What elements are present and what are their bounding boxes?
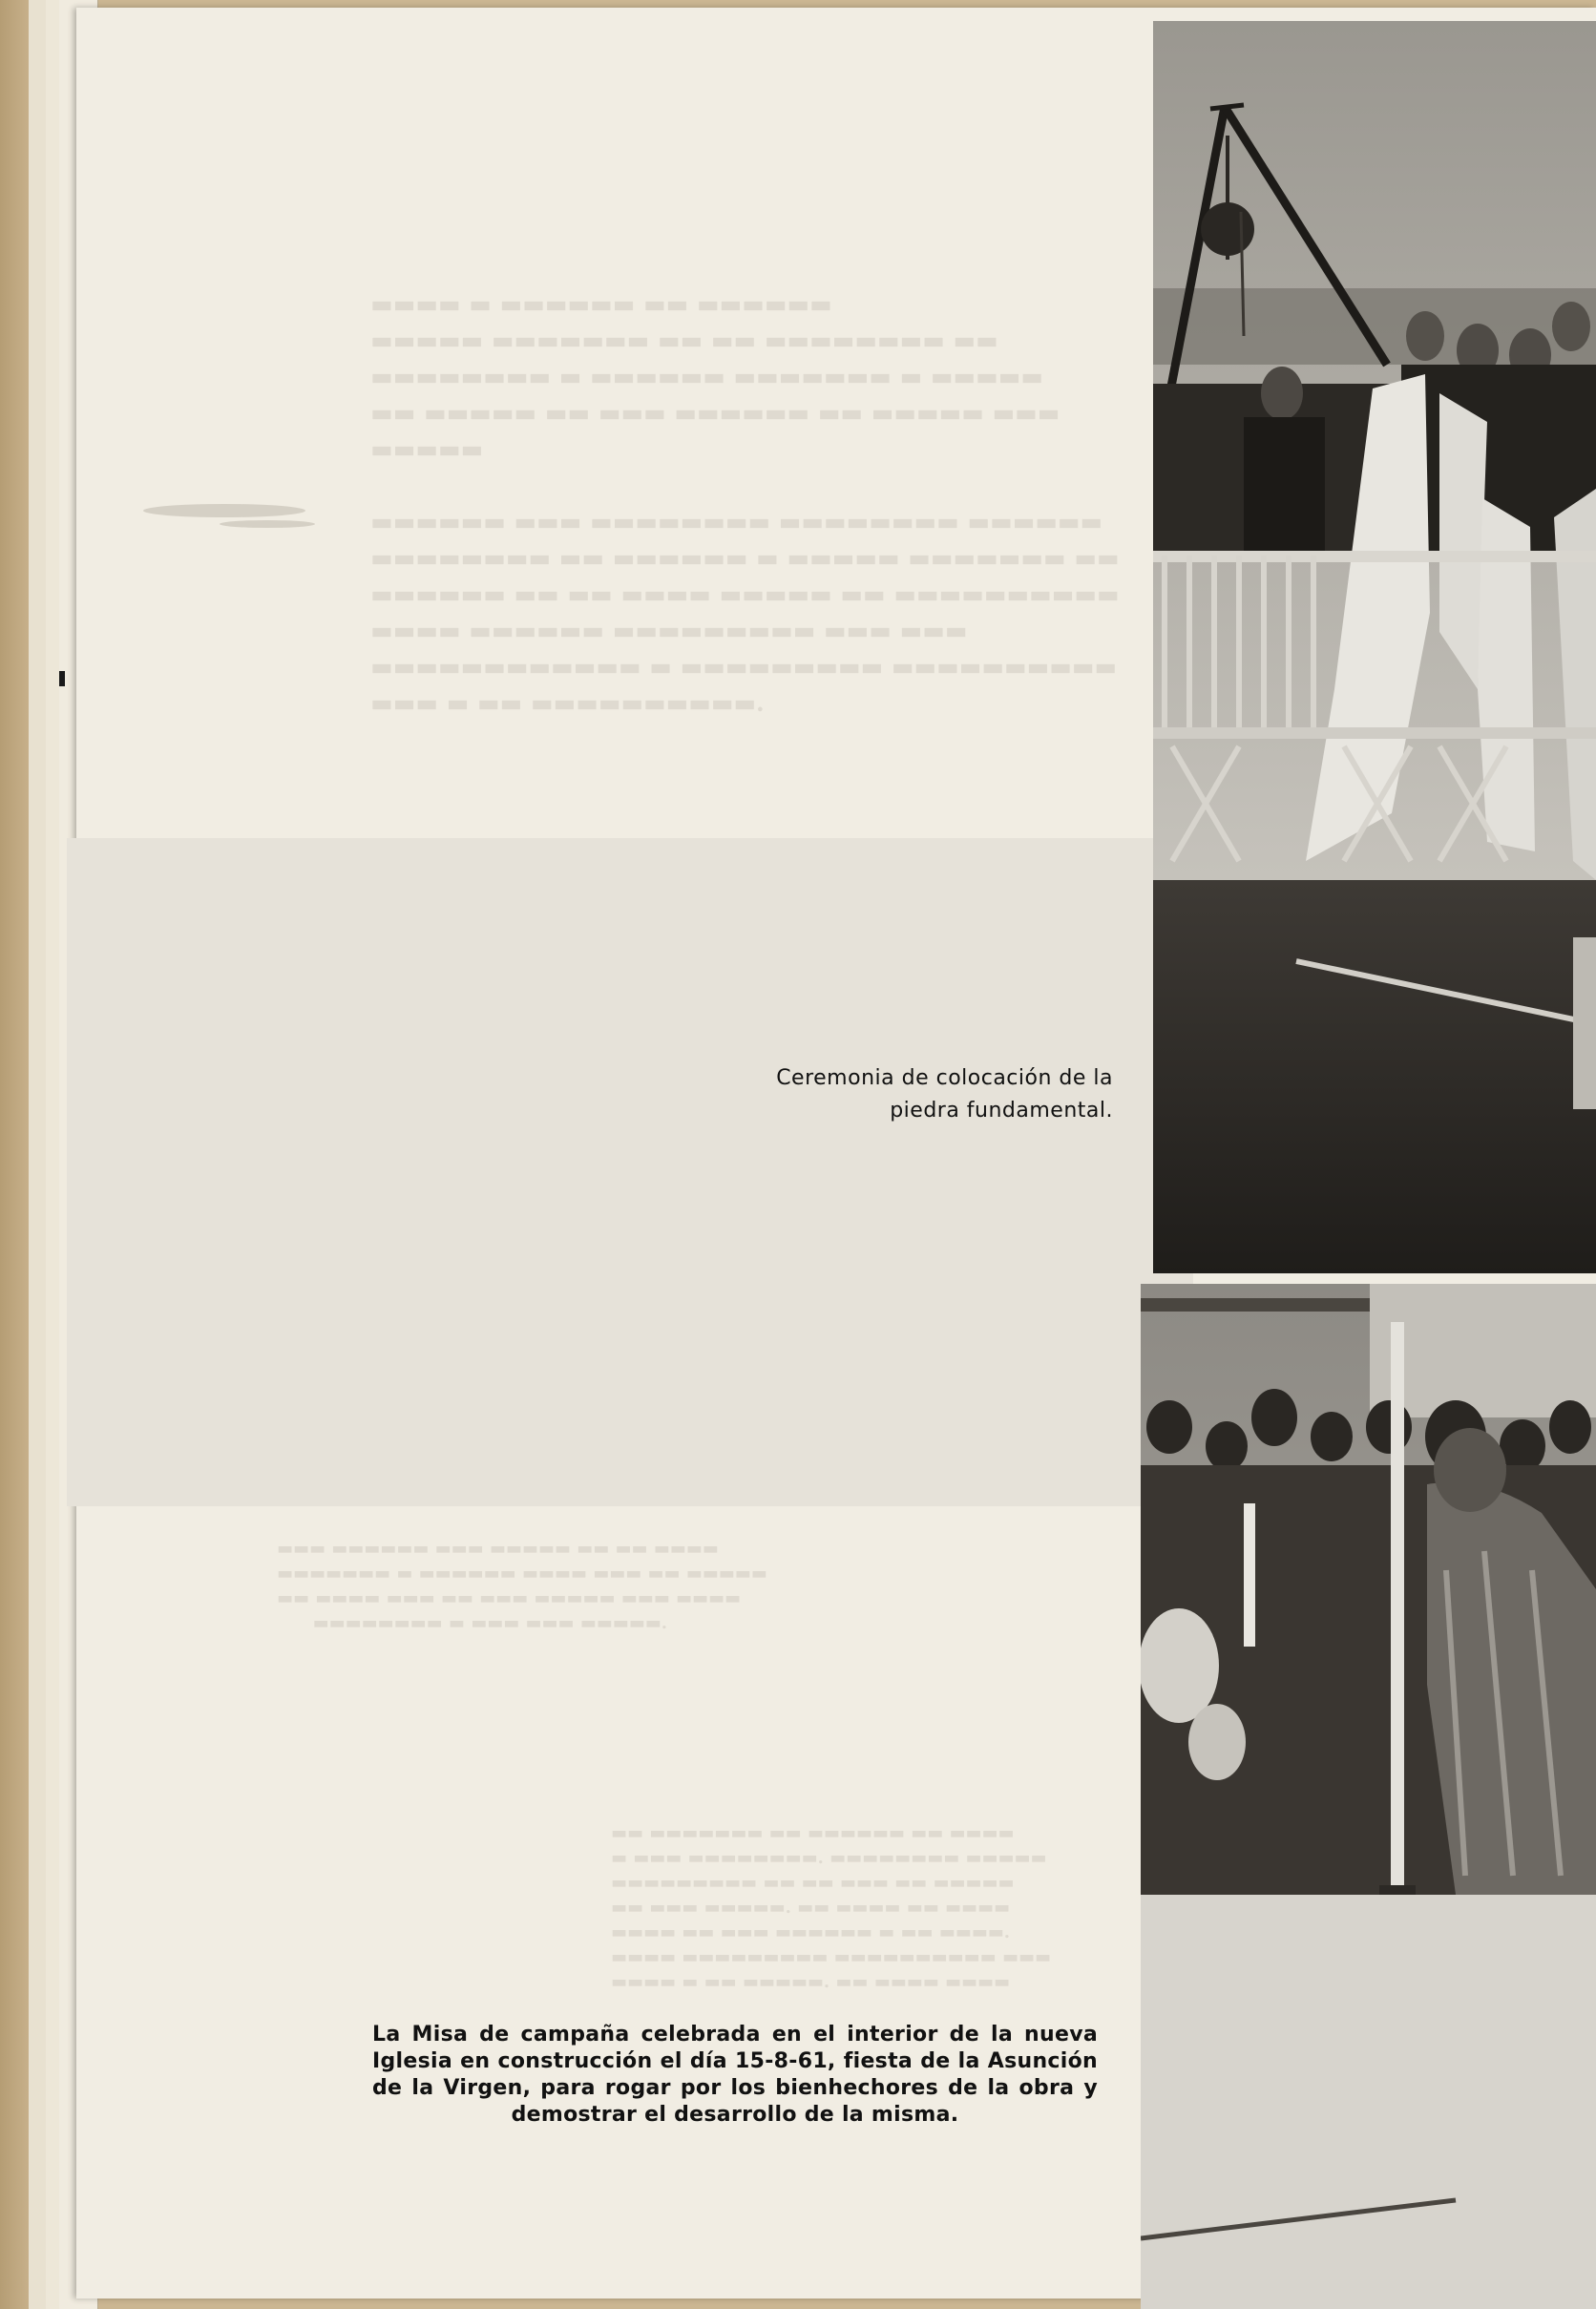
margin-mark xyxy=(59,671,65,686)
caption-field-mass: La Misa de campaña celebrada en el interior de la nueva Iglesia en construcción el día 15-8-61, fiesta de la Asunción de la Virgen, para rogar por los bienhechores de la obra y demostrar el desarrollo de la misma. xyxy=(372,2023,1098,2127)
photo-field-mass-image xyxy=(1141,1284,1596,2309)
caption-foundation-ceremony: Ceremonia de colocación de la piedra fundamental. xyxy=(776,1066,1113,1123)
photo-foundation-image xyxy=(1153,21,1596,1273)
photo-foundation-stone-ceremony xyxy=(1153,21,1596,1273)
ink-smudge xyxy=(220,520,315,528)
ink-smudge xyxy=(143,504,305,517)
shaded-band xyxy=(67,838,1193,1506)
photo-field-mass xyxy=(1141,1284,1596,2309)
